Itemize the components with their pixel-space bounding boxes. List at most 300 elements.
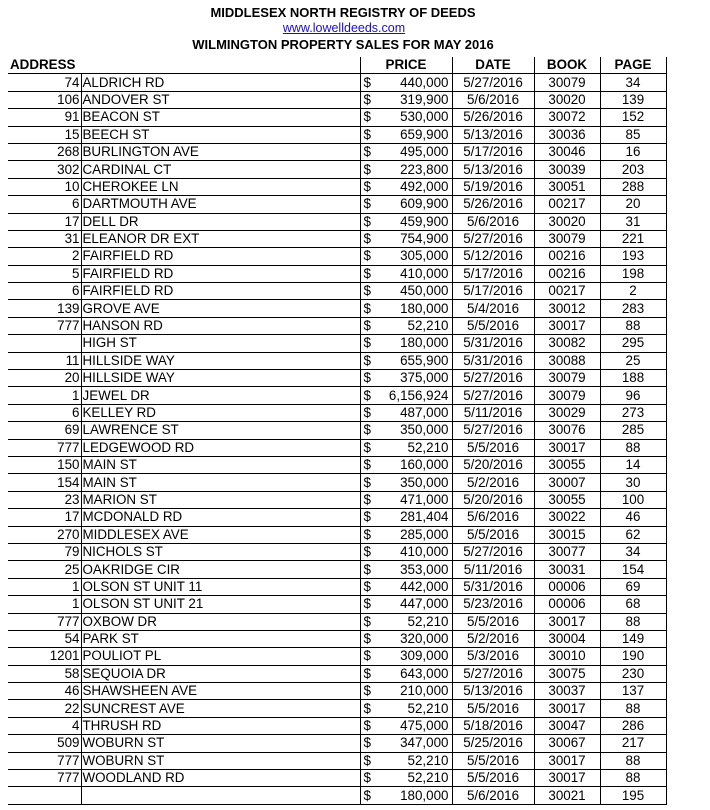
street-name: WOBURN ST xyxy=(81,735,360,752)
currency-symbol: $ xyxy=(360,370,374,387)
sale-price: 180,000 xyxy=(374,787,452,804)
registry-title: MIDDLESEX NORTH REGISTRY OF DEEDS xyxy=(210,5,476,20)
table-row xyxy=(8,526,666,543)
currency-symbol: $ xyxy=(360,387,374,404)
table-row xyxy=(8,300,666,317)
house-number: 69 xyxy=(8,422,81,439)
house-number: 5 xyxy=(8,265,81,282)
house-number xyxy=(8,335,81,352)
street-name: MAIN ST xyxy=(81,474,360,491)
page-number: 46 xyxy=(600,509,666,526)
book-number: 30012 xyxy=(534,300,600,317)
page-number: 30 xyxy=(600,474,666,491)
page-number: 34 xyxy=(600,543,666,560)
table-row xyxy=(8,665,666,682)
table-row xyxy=(8,787,666,804)
page-number: 286 xyxy=(600,717,666,734)
street-name: OAKRIDGE CIR xyxy=(81,561,360,578)
sale-price: 375,000 xyxy=(374,370,452,387)
currency-symbol: $ xyxy=(360,91,374,108)
sale-price: 52,210 xyxy=(374,317,452,334)
sale-price: 471,000 xyxy=(374,491,452,508)
sale-date: 5/25/2016 xyxy=(452,735,534,752)
sale-price: 350,000 xyxy=(374,422,452,439)
sale-date: 5/5/2016 xyxy=(452,526,534,543)
house-number: 6 xyxy=(8,283,81,300)
sale-date: 5/27/2016 xyxy=(452,370,534,387)
page-number: 193 xyxy=(600,248,666,265)
street-name: DARTMOUTH AVE xyxy=(81,196,360,213)
street-name: NICHOLS ST xyxy=(81,543,360,560)
street-name: SHAWSHEEN AVE xyxy=(81,683,360,700)
page-number: 217 xyxy=(600,735,666,752)
house-number: 74 xyxy=(8,74,81,91)
page-number: 2 xyxy=(600,283,666,300)
page-number: 230 xyxy=(600,665,666,682)
book-number: 30021 xyxy=(534,787,600,804)
page-number: 295 xyxy=(600,335,666,352)
currency-symbol: $ xyxy=(360,787,374,804)
book-number: 30055 xyxy=(534,456,600,473)
sale-date: 5/20/2016 xyxy=(452,491,534,508)
house-number: 54 xyxy=(8,630,81,647)
house-number: 79 xyxy=(8,543,81,560)
page-number: 88 xyxy=(600,752,666,769)
street-name: DELL DR xyxy=(81,213,360,230)
currency-symbol: $ xyxy=(360,161,374,178)
page-number: 139 xyxy=(600,91,666,108)
sale-price: 320,000 xyxy=(374,630,452,647)
book-number: 00216 xyxy=(534,248,600,265)
table-row xyxy=(8,74,666,91)
currency-symbol: $ xyxy=(360,300,374,317)
currency-symbol: $ xyxy=(360,422,374,439)
currency-symbol: $ xyxy=(360,74,374,91)
table-row xyxy=(8,596,666,613)
sale-date: 5/6/2016 xyxy=(452,213,534,230)
book-number: 30017 xyxy=(534,700,600,717)
sale-price: 487,000 xyxy=(374,404,452,421)
currency-symbol: $ xyxy=(360,143,374,160)
sale-price: 442,000 xyxy=(374,578,452,595)
column-header-address: ADDRESS xyxy=(8,57,360,74)
currency-symbol: $ xyxy=(360,352,374,369)
currency-symbol: $ xyxy=(360,717,374,734)
page-number: 62 xyxy=(600,526,666,543)
house-number: 1 xyxy=(8,596,81,613)
sale-date: 5/6/2016 xyxy=(452,91,534,108)
currency-symbol: $ xyxy=(360,474,374,491)
sale-date: 5/27/2016 xyxy=(452,665,534,682)
sale-price: 447,000 xyxy=(374,596,452,613)
street-name: SEQUOIA DR xyxy=(81,665,360,682)
sale-price: 210,000 xyxy=(374,683,452,700)
house-number: 23 xyxy=(8,491,81,508)
street-name: HANSON RD xyxy=(81,317,360,334)
house-number: 58 xyxy=(8,665,81,682)
sale-date: 5/27/2016 xyxy=(452,543,534,560)
page-number: 198 xyxy=(600,265,666,282)
sale-date: 5/26/2016 xyxy=(452,109,534,126)
book-number: 30036 xyxy=(534,126,600,143)
currency-symbol: $ xyxy=(360,404,374,421)
sale-date: 5/12/2016 xyxy=(452,248,534,265)
currency-symbol: $ xyxy=(360,770,374,787)
sale-price: 281,404 xyxy=(374,509,452,526)
sale-date: 5/19/2016 xyxy=(452,178,534,195)
book-number: 30079 xyxy=(534,74,600,91)
street-name: HILLSIDE WAY xyxy=(81,370,360,387)
book-number: 30079 xyxy=(534,387,600,404)
table-row xyxy=(8,248,666,265)
street-name: CARDINAL CT xyxy=(81,161,360,178)
currency-symbol: $ xyxy=(360,578,374,595)
page-number: 85 xyxy=(600,126,666,143)
sale-date: 5/31/2016 xyxy=(452,352,534,369)
street-name: BEACON ST xyxy=(81,109,360,126)
house-number: 11 xyxy=(8,352,81,369)
table-row xyxy=(8,648,666,665)
house-number: 509 xyxy=(8,735,81,752)
book-number: 30077 xyxy=(534,543,600,560)
page-number: 88 xyxy=(600,700,666,717)
currency-symbol: $ xyxy=(360,456,374,473)
currency-symbol: $ xyxy=(360,230,374,247)
book-number: 30004 xyxy=(534,630,600,647)
sale-date: 5/11/2016 xyxy=(452,404,534,421)
sale-price: 6,156,924 xyxy=(374,387,452,404)
street-name: BURLINGTON AVE xyxy=(81,143,360,160)
house-number: 17 xyxy=(8,509,81,526)
house-number: 777 xyxy=(8,752,81,769)
table-row xyxy=(8,422,666,439)
sale-price: 410,000 xyxy=(374,543,452,560)
table-row xyxy=(8,161,666,178)
sale-date: 5/5/2016 xyxy=(452,700,534,717)
book-number: 30037 xyxy=(534,683,600,700)
house-number: 6 xyxy=(8,404,81,421)
currency-symbol: $ xyxy=(360,248,374,265)
house-number: 1 xyxy=(8,578,81,595)
street-name: WOBURN ST xyxy=(81,752,360,769)
sale-price: 52,210 xyxy=(374,613,452,630)
book-number: 30046 xyxy=(534,143,600,160)
street-name: MIDDLESEX AVE xyxy=(81,526,360,543)
table-row xyxy=(8,91,666,108)
table-row xyxy=(8,543,666,560)
book-number: 30017 xyxy=(534,613,600,630)
sale-date: 5/5/2016 xyxy=(452,752,534,769)
book-number: 30020 xyxy=(534,213,600,230)
table-row xyxy=(8,491,666,508)
table-row xyxy=(8,387,666,404)
sale-price: 754,900 xyxy=(374,230,452,247)
currency-symbol: $ xyxy=(360,335,374,352)
sale-price: 492,000 xyxy=(374,178,452,195)
page-number: 69 xyxy=(600,578,666,595)
currency-symbol: $ xyxy=(360,648,374,665)
table-row xyxy=(8,370,666,387)
table-row xyxy=(8,196,666,213)
sale-price: 609,900 xyxy=(374,196,452,213)
street-name: PARK ST xyxy=(81,630,360,647)
currency-symbol: $ xyxy=(360,630,374,647)
street-name: JEWEL DR xyxy=(81,387,360,404)
house-number: 777 xyxy=(8,439,81,456)
table-row xyxy=(8,700,666,717)
house-number: 777 xyxy=(8,613,81,630)
street-name: ELEANOR DR EXT xyxy=(81,230,360,247)
table-row xyxy=(8,335,666,352)
sale-price: 475,000 xyxy=(374,717,452,734)
street-name: FAIRFIELD RD xyxy=(81,283,360,300)
book-number: 00216 xyxy=(534,265,600,282)
sale-price: 347,000 xyxy=(374,735,452,752)
book-number: 00006 xyxy=(534,596,600,613)
sale-date: 5/13/2016 xyxy=(452,683,534,700)
street-name xyxy=(81,787,360,804)
sale-date: 5/27/2016 xyxy=(452,387,534,404)
currency-symbol: $ xyxy=(360,213,374,230)
sale-date: 5/17/2016 xyxy=(452,283,534,300)
book-number: 30051 xyxy=(534,178,600,195)
sale-date: 5/4/2016 xyxy=(452,300,534,317)
sale-date: 5/6/2016 xyxy=(452,787,534,804)
sale-price: 410,000 xyxy=(374,265,452,282)
sale-price: 52,210 xyxy=(374,752,452,769)
book-number: 30022 xyxy=(534,509,600,526)
book-number: 00217 xyxy=(534,196,600,213)
page-number: 20 xyxy=(600,196,666,213)
property-sales-table xyxy=(8,57,667,805)
sale-date: 5/13/2016 xyxy=(452,161,534,178)
table-row xyxy=(8,352,666,369)
currency-symbol: $ xyxy=(360,752,374,769)
street-name: KELLEY RD xyxy=(81,404,360,421)
table-row xyxy=(8,283,666,300)
table-row xyxy=(8,735,666,752)
sale-date: 5/5/2016 xyxy=(452,317,534,334)
book-number: 30031 xyxy=(534,561,600,578)
book-number: 30020 xyxy=(534,91,600,108)
sale-date: 5/26/2016 xyxy=(452,196,534,213)
currency-symbol: $ xyxy=(360,665,374,682)
street-name: GROVE AVE xyxy=(81,300,360,317)
book-number: 30047 xyxy=(534,717,600,734)
currency-symbol: $ xyxy=(360,491,374,508)
table-row xyxy=(8,265,666,282)
registry-website-link[interactable]: www.lowelldeeds.com xyxy=(282,21,406,35)
street-name: FAIRFIELD RD xyxy=(81,248,360,265)
house-number: 22 xyxy=(8,700,81,717)
street-name: LAWRENCE ST xyxy=(81,422,360,439)
page-number: 14 xyxy=(600,456,666,473)
sale-price: 309,000 xyxy=(374,648,452,665)
street-name: MAIN ST xyxy=(81,456,360,473)
sale-price: 440,000 xyxy=(374,74,452,91)
house-number: 2 xyxy=(8,248,81,265)
column-header-book: BOOK xyxy=(534,57,600,74)
house-number: 91 xyxy=(8,109,81,126)
table-row xyxy=(8,474,666,491)
house-number: 10 xyxy=(8,178,81,195)
sale-date: 5/11/2016 xyxy=(452,561,534,578)
table-row xyxy=(8,509,666,526)
sale-price: 530,000 xyxy=(374,109,452,126)
book-number: 30076 xyxy=(534,422,600,439)
book-number: 30082 xyxy=(534,335,600,352)
sale-price: 643,000 xyxy=(374,665,452,682)
page-number: 203 xyxy=(600,161,666,178)
street-name: MCDONALD RD xyxy=(81,509,360,526)
house-number: 154 xyxy=(8,474,81,491)
house-number: 270 xyxy=(8,526,81,543)
house-number: 46 xyxy=(8,683,81,700)
page-number: 31 xyxy=(600,213,666,230)
sale-price: 180,000 xyxy=(374,300,452,317)
sale-price: 459,900 xyxy=(374,213,452,230)
page-number: 88 xyxy=(600,317,666,334)
house-number: 777 xyxy=(8,770,81,787)
sale-date: 5/5/2016 xyxy=(452,770,534,787)
page-number: 149 xyxy=(600,630,666,647)
street-name: OXBOW DR xyxy=(81,613,360,630)
page-number: 100 xyxy=(600,491,666,508)
sale-date: 5/27/2016 xyxy=(452,74,534,91)
sale-price: 353,000 xyxy=(374,561,452,578)
currency-symbol: $ xyxy=(360,439,374,456)
house-number: 17 xyxy=(8,213,81,230)
house-number: 1 xyxy=(8,387,81,404)
currency-symbol: $ xyxy=(360,561,374,578)
street-name: ALDRICH RD xyxy=(81,74,360,91)
book-number: 30017 xyxy=(534,770,600,787)
table-row xyxy=(8,683,666,700)
sale-date: 5/2/2016 xyxy=(452,474,534,491)
sale-date: 5/2/2016 xyxy=(452,630,534,647)
house-number: 106 xyxy=(8,91,81,108)
sale-price: 52,210 xyxy=(374,439,452,456)
sale-price: 659,900 xyxy=(374,126,452,143)
house-number: 150 xyxy=(8,456,81,473)
house-number xyxy=(8,787,81,804)
street-name: LEDGEWOOD RD xyxy=(81,439,360,456)
currency-symbol: $ xyxy=(360,283,374,300)
page-number: 152 xyxy=(600,109,666,126)
currency-symbol: $ xyxy=(360,735,374,752)
page-number: 221 xyxy=(600,230,666,247)
sale-date: 5/17/2016 xyxy=(452,143,534,160)
sale-price: 319,900 xyxy=(374,91,452,108)
street-name: THRUSH RD xyxy=(81,717,360,734)
book-number: 30072 xyxy=(534,109,600,126)
street-name: OLSON ST UNIT 21 xyxy=(81,596,360,613)
sale-price: 655,900 xyxy=(374,352,452,369)
book-number: 30015 xyxy=(534,526,600,543)
table-row xyxy=(8,752,666,769)
sale-date: 5/5/2016 xyxy=(452,439,534,456)
table-row xyxy=(8,317,666,334)
sale-price: 350,000 xyxy=(374,474,452,491)
column-header-date: DATE xyxy=(452,57,534,74)
table-row xyxy=(8,630,666,647)
page-number: 16 xyxy=(600,143,666,160)
page-number: 188 xyxy=(600,370,666,387)
page-number: 154 xyxy=(600,561,666,578)
table-row xyxy=(8,109,666,126)
currency-symbol: $ xyxy=(360,700,374,717)
page-number: 88 xyxy=(600,439,666,456)
currency-symbol: $ xyxy=(360,317,374,334)
book-number: 00006 xyxy=(534,578,600,595)
sale-price: 223,800 xyxy=(374,161,452,178)
sale-price: 52,210 xyxy=(374,770,452,787)
currency-symbol: $ xyxy=(360,509,374,526)
book-number: 30010 xyxy=(534,648,600,665)
table-row xyxy=(8,126,666,143)
sale-date: 5/3/2016 xyxy=(452,648,534,665)
table-row xyxy=(8,613,666,630)
street-name: HIGH ST xyxy=(81,335,360,352)
book-number: 30039 xyxy=(534,161,600,178)
house-number: 31 xyxy=(8,230,81,247)
book-number: 30007 xyxy=(534,474,600,491)
currency-symbol: $ xyxy=(360,613,374,630)
table-row xyxy=(8,439,666,456)
sale-date: 5/31/2016 xyxy=(452,335,534,352)
book-number: 30088 xyxy=(534,352,600,369)
page-number: 34 xyxy=(600,74,666,91)
street-name: BEECH ST xyxy=(81,126,360,143)
sale-date: 5/23/2016 xyxy=(452,596,534,613)
street-name: ANDOVER ST xyxy=(81,91,360,108)
street-name: WOODLAND RD xyxy=(81,770,360,787)
table-row xyxy=(8,561,666,578)
sale-date: 5/6/2016 xyxy=(452,509,534,526)
table-row xyxy=(8,578,666,595)
book-number: 00217 xyxy=(534,283,600,300)
sale-date: 5/5/2016 xyxy=(452,613,534,630)
sale-date: 5/31/2016 xyxy=(452,578,534,595)
report-subtitle: WILMINGTON PROPERTY SALES FOR MAY 2016 xyxy=(192,37,494,52)
house-number: 4 xyxy=(8,717,81,734)
house-number: 777 xyxy=(8,317,81,334)
house-number: 268 xyxy=(8,143,81,160)
book-number: 30079 xyxy=(534,370,600,387)
book-number: 30017 xyxy=(534,439,600,456)
table-row xyxy=(8,178,666,195)
page-number: 137 xyxy=(600,683,666,700)
sale-price: 160,000 xyxy=(374,456,452,473)
page-number: 285 xyxy=(600,422,666,439)
book-number: 30029 xyxy=(534,404,600,421)
book-number: 30017 xyxy=(534,317,600,334)
currency-symbol: $ xyxy=(360,109,374,126)
page-number: 273 xyxy=(600,404,666,421)
street-name: HILLSIDE WAY xyxy=(81,352,360,369)
sale-price: 450,000 xyxy=(374,283,452,300)
house-number: 139 xyxy=(8,300,81,317)
table-row xyxy=(8,717,666,734)
page-number: 96 xyxy=(600,387,666,404)
page-number: 283 xyxy=(600,300,666,317)
column-header-page: PAGE xyxy=(600,57,666,74)
sale-date: 5/18/2016 xyxy=(452,717,534,734)
sale-price: 52,210 xyxy=(374,700,452,717)
sale-price: 305,000 xyxy=(374,248,452,265)
sale-price: 285,000 xyxy=(374,526,452,543)
currency-symbol: $ xyxy=(360,196,374,213)
